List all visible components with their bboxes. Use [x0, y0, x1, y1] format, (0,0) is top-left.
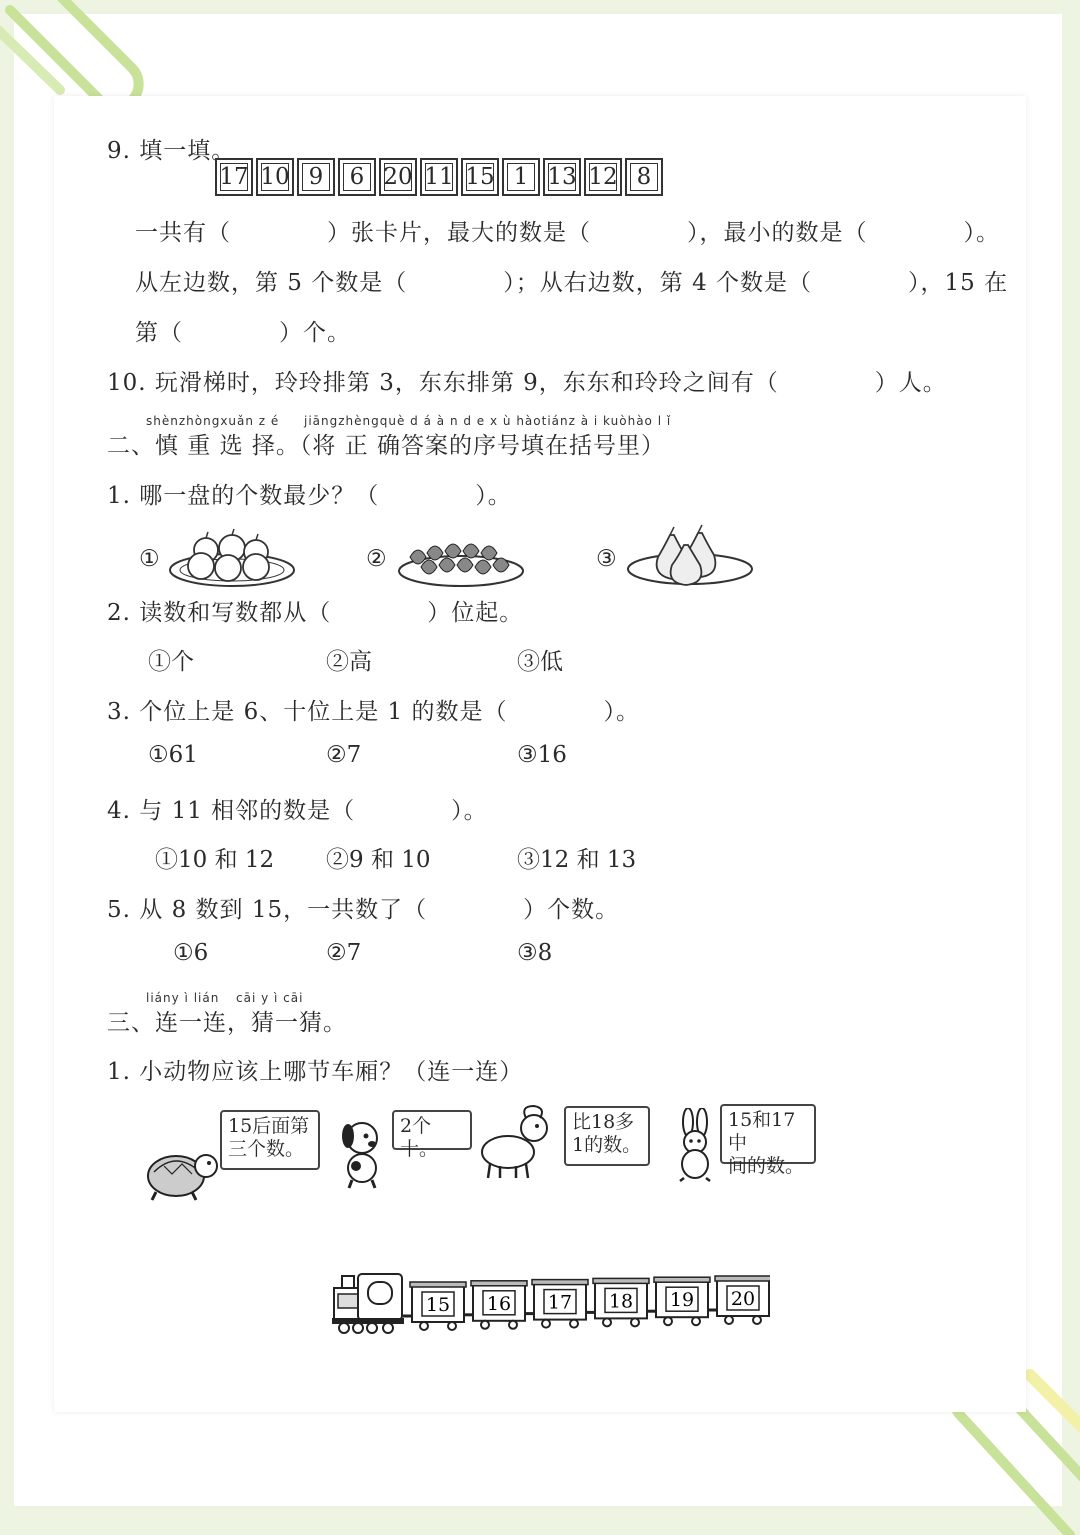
bubble-text: 15和17中	[728, 1109, 796, 1154]
train-car	[647, 1277, 710, 1325]
train-car-number: 17	[547, 1291, 573, 1314]
section2-title: 二、慎 重 选 择。（将 正 确答案的序号填在括号里）	[107, 433, 666, 459]
train-car-number: 20	[730, 1288, 756, 1310]
s2-q4-option-3: ③12 和 13	[517, 847, 637, 873]
goat-speech-bubble	[564, 1106, 650, 1166]
number-card: 8	[625, 158, 663, 196]
puppy-icon	[332, 1118, 392, 1190]
q10-text: 10. 玩滑梯时，玲玲排第 3，东东排第 9，东东和玲玲之间有（ ）人。	[107, 370, 947, 396]
turtle-icon	[144, 1138, 220, 1204]
rabbit-icon	[670, 1108, 722, 1182]
s2-q2-text: 2. 读数和写数都从（ ）位起。	[107, 600, 524, 626]
bubble-text: 比18多	[572, 1111, 635, 1133]
q9-line3: 第（ ）个。	[135, 320, 351, 346]
train-car-number: 19	[669, 1289, 695, 1312]
number-card: 9	[297, 158, 335, 196]
train-car-number: 16	[486, 1292, 512, 1315]
s2-q2-option-3: ③低	[517, 649, 563, 675]
section3-title: 三、连一连，猜一猜。	[107, 1010, 347, 1036]
goat-icon	[474, 1104, 554, 1182]
s2-q5-text: 5. 从 8 数到 15，一共数了（ ）个数。	[107, 897, 620, 923]
puppy-speech-bubble	[392, 1110, 472, 1160]
q9-title: 9. 填一填。	[107, 138, 236, 164]
q9-line2: 从左边数，第 5 个数是（ ）；从右边数，第 4 个数是（ ），15 在	[135, 270, 1009, 296]
train-car	[708, 1276, 770, 1324]
section2-pinyin-a: shènzhòngxuǎn z é	[146, 414, 280, 428]
train-engine-icon	[332, 1274, 404, 1333]
number-card: 15	[461, 158, 499, 196]
train-car	[464, 1281, 527, 1329]
apple-plate-icon	[166, 528, 298, 590]
rabbit-speech-bubble	[720, 1104, 816, 1177]
train-car	[525, 1280, 588, 1328]
s3-q1-text: 1. 小动物应该上哪节车厢？（连一连）	[107, 1059, 524, 1085]
train	[330, 1268, 770, 1336]
bubble-text: 间的数。	[728, 1155, 805, 1177]
s2-q4-option-1: ①10 和 12	[155, 847, 275, 873]
number-card: 13	[543, 158, 581, 196]
s2-q5-option-1: ①6	[173, 940, 209, 966]
s2-q4-text: 4. 与 11 相邻的数是（ ）。	[107, 798, 488, 824]
turtle-speech-bubble	[220, 1110, 320, 1170]
s2-q5-option-2: ②7	[326, 940, 362, 966]
s2-q2-option-2: ②高	[326, 649, 372, 675]
number-card: 12	[584, 158, 622, 196]
number-card: 20	[379, 158, 417, 196]
pear-plate-icon	[624, 523, 756, 591]
s2-q3-option-2: ②7	[326, 742, 362, 768]
s2-q4-option-2: ②9 和 10	[326, 847, 431, 873]
s2-q5-option-3: ③8	[517, 940, 553, 966]
s2-q1-option-2: ②	[366, 546, 387, 572]
bubble-text: 15后面第	[228, 1115, 310, 1137]
section2-pinyin-b: jiāngzhèngquè d á à n d e x ù hàotiánz à i kuòhào l ǐ	[304, 414, 672, 428]
s2-q1-option-3: ③	[596, 546, 617, 572]
s2-q1-option-1: ①	[139, 546, 160, 572]
train-car	[586, 1278, 649, 1326]
number-card: 10	[256, 158, 294, 196]
bubble-text: 2个十。	[400, 1115, 439, 1160]
strawberry-plate-icon	[395, 535, 527, 591]
number-card: 6	[338, 158, 376, 196]
bubble-text: 1的数。	[572, 1134, 642, 1156]
number-card: 17	[215, 158, 253, 196]
number-cards	[215, 158, 663, 196]
s2-q1-text: 1. 哪一盘的个数最少？（ ）。	[107, 483, 512, 509]
s2-q3-text: 3. 个位上是 6、十位上是 1 的数是（ ）。	[107, 699, 640, 725]
section3-pinyin-a: liány ì lián	[146, 991, 220, 1005]
section3-pinyin-b: cāi y ì cāi	[236, 991, 304, 1005]
number-card: 1	[502, 158, 540, 196]
s2-q3-option-1: ①61	[148, 742, 198, 768]
s2-q3-option-3: ③16	[517, 742, 567, 768]
q9-line1: 一共有（ ）张卡片，最大的数是（ ），最小的数是（ ）。	[135, 220, 1000, 246]
bubble-text: 三个数。	[228, 1138, 305, 1160]
s2-q2-option-1: ①个	[148, 649, 194, 675]
number-card: 11	[420, 158, 458, 196]
train-car-number: 18	[608, 1290, 634, 1313]
train-car	[403, 1282, 466, 1330]
train-car-number: 15	[425, 1294, 451, 1316]
